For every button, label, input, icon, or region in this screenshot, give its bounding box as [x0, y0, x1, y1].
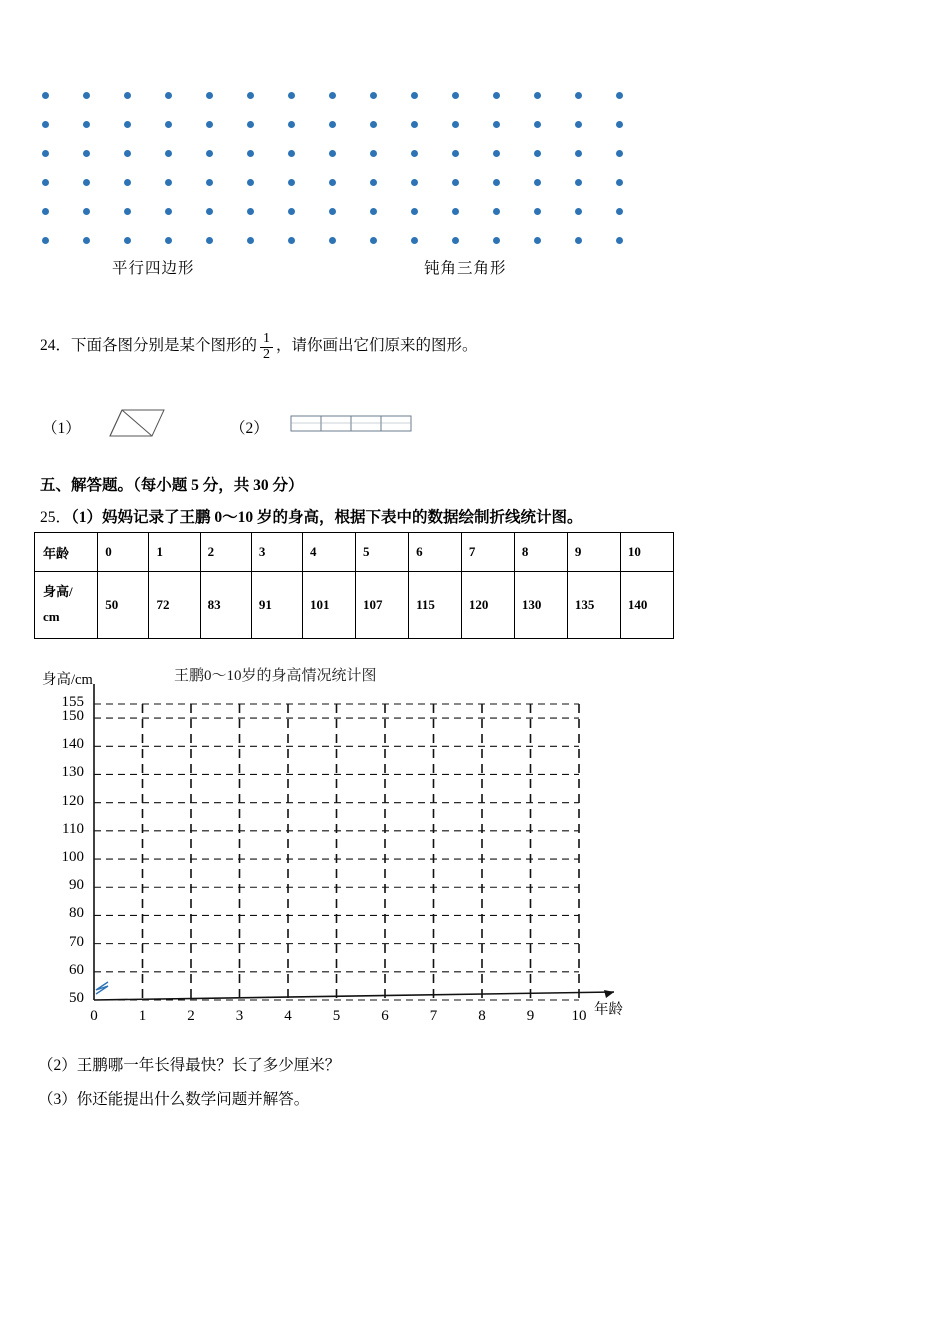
- label-parallelogram: 平行四边形: [112, 260, 195, 277]
- table-header-height: 身高/ cm: [35, 572, 98, 639]
- chart-y-tick-label: 110: [62, 820, 84, 837]
- grid-dot: [493, 237, 500, 244]
- chart-x-tick-label: 0: [90, 1008, 98, 1024]
- grid-dot: [247, 121, 254, 128]
- table-cell-height: 107: [356, 572, 409, 639]
- fraction-denominator: 2: [260, 347, 273, 363]
- table-header-age: 年龄: [35, 533, 98, 572]
- grid-dot: [247, 179, 254, 186]
- parallelogram-figure: [108, 406, 170, 442]
- grid-dot: [247, 208, 254, 215]
- fraction-one-half: [260, 332, 273, 362]
- grid-dot: [165, 208, 172, 215]
- question-25-part-2: （2）王鹏哪一年长得最快？长了多少厘米？: [38, 1057, 341, 1074]
- grid-dot: [370, 208, 377, 215]
- table-cell-age: 10: [620, 533, 673, 572]
- table-cell-age: 1: [149, 533, 200, 572]
- grid-dot: [329, 92, 336, 99]
- chart-x-tick-label: 4: [284, 1008, 292, 1024]
- grid-dot: [165, 179, 172, 186]
- grid-dot: [124, 237, 131, 244]
- chart-y-tick-label: 70: [69, 933, 84, 950]
- grid-dot: [165, 237, 172, 244]
- height-data-table: [34, 532, 674, 639]
- grid-dot: [534, 208, 541, 215]
- chart-y-tick-label: 150: [61, 708, 84, 725]
- question-25-number: 25．: [40, 509, 72, 526]
- table-cell-age: 3: [251, 533, 302, 572]
- chart-x-tick-label: 2: [187, 1008, 195, 1024]
- chart-x-tick-label: 1: [138, 1008, 147, 1024]
- label-obtuse-triangle: 钝角三角形: [424, 260, 507, 277]
- item-label-1: （1）: [42, 420, 81, 437]
- grid-dot: [124, 150, 131, 157]
- table-cell-age: 0: [98, 533, 149, 572]
- grid-dot: [329, 179, 336, 186]
- table-cell-age: 2: [200, 533, 251, 572]
- table-cell-height: 140: [620, 572, 673, 639]
- grid-dot: [42, 92, 49, 99]
- fraction-numerator: 1: [263, 331, 271, 346]
- chart-x-tick-label: 9: [526, 1008, 535, 1024]
- question-24-items: [42, 404, 682, 454]
- chart-y-tick-label: 80: [69, 905, 84, 922]
- grid-dot: [42, 150, 49, 157]
- table-cell-height: 72: [149, 572, 200, 639]
- grid-dot: [124, 179, 131, 186]
- table-cell-height: 101: [303, 572, 356, 639]
- chart-x-tick-label: 6: [381, 1008, 389, 1024]
- chart-title: 王鹏0～10岁的身高情况统计图: [174, 668, 377, 684]
- grid-dot: [616, 208, 623, 215]
- grid-dot: [165, 92, 172, 99]
- grid-dot: [493, 179, 500, 186]
- grid-dot: [575, 179, 582, 186]
- grid-dot: [575, 150, 582, 157]
- grid-dot: [452, 150, 459, 157]
- grid-dot: [616, 179, 623, 186]
- chart-y-tick-label: 90: [69, 877, 84, 894]
- grid-dot: [452, 237, 459, 244]
- grid-dot: [83, 237, 90, 244]
- grid-dot: [288, 150, 295, 157]
- grid-dot: [452, 208, 459, 215]
- table-cell-height: 91: [251, 572, 302, 639]
- grid-dot: [247, 237, 254, 244]
- section-five-heading: 五、解答题。（每小题 5 分，共 30 分）: [40, 477, 304, 494]
- grid-dot: [206, 179, 213, 186]
- grid-dot: [493, 121, 500, 128]
- grid-dot: [83, 208, 90, 215]
- grid-dot: [370, 237, 377, 244]
- grid-dot: [411, 237, 418, 244]
- grid-dot: [534, 92, 541, 99]
- grid-dot: [165, 121, 172, 128]
- grid-dot: [288, 92, 295, 99]
- grid-dot: [575, 121, 582, 128]
- chart-y-tick-label: 140: [61, 736, 84, 753]
- chart-y-axis-label: 身高/cm: [42, 672, 93, 688]
- table-cell-height: 83: [200, 572, 251, 639]
- grid-dot: [206, 92, 213, 99]
- grid-dot: [288, 121, 295, 128]
- chart-y-tick-label: 50: [69, 990, 84, 1006]
- grid-dot: [83, 150, 90, 157]
- grid-dot: [411, 208, 418, 215]
- table-row: [35, 572, 674, 639]
- chart-y-tick-label: 60: [69, 961, 84, 978]
- grid-dot: [42, 208, 49, 215]
- grid-dot: [452, 92, 459, 99]
- chart-x-tick-label: 3: [235, 1008, 244, 1024]
- grid-dot: [534, 121, 541, 128]
- grid-dot: [370, 179, 377, 186]
- table-cell-age: 8: [514, 533, 567, 572]
- question-25-stem: [40, 505, 583, 527]
- table-cell-age: 6: [409, 533, 462, 572]
- chart-x-tick-label: 5: [332, 1008, 341, 1024]
- question-24: [40, 332, 740, 362]
- grid-dot: [288, 208, 295, 215]
- table-cell-height: 135: [567, 572, 620, 639]
- grid-dot: [42, 121, 49, 128]
- grid-dot: [247, 150, 254, 157]
- grid-dot: [411, 121, 418, 128]
- question-24-text-after: ，请你画出它们原来的图形。: [276, 337, 478, 354]
- grid-dot: [83, 179, 90, 186]
- grid-dot: [534, 237, 541, 244]
- grid-dot: [83, 92, 90, 99]
- question-25-part-3: （3）你还能提出什么数学问题并解答。: [38, 1091, 310, 1108]
- grid-dot: [534, 179, 541, 186]
- grid-dot: [616, 121, 623, 128]
- chart-x-axis-label: 年龄: [594, 1002, 623, 1018]
- grid-dot: [370, 92, 377, 99]
- table-row: [35, 533, 674, 572]
- chart-x-tick-label: 7: [429, 1008, 438, 1024]
- grid-dot: [370, 150, 377, 157]
- grid-dot: [575, 237, 582, 244]
- table-cell-age: 7: [461, 533, 514, 572]
- grid-dot: [42, 237, 49, 244]
- table-cell-age: 9: [567, 533, 620, 572]
- grid-dot: [493, 150, 500, 157]
- grid-dot: [206, 208, 213, 215]
- grid-dot: [124, 92, 131, 99]
- grid-dot: [247, 92, 254, 99]
- item-label-2: （2）: [230, 420, 269, 437]
- grid-dot: [616, 150, 623, 157]
- grid-dot: [575, 208, 582, 215]
- line-chart-grid: [34, 660, 694, 1060]
- chart-x-tick-label: 10: [571, 1008, 587, 1024]
- grid-dot: [329, 150, 336, 157]
- grid-dot: [83, 121, 90, 128]
- grid-dot: [575, 92, 582, 99]
- chart-y-tick-label: 130: [61, 764, 84, 781]
- grid-dot: [206, 150, 213, 157]
- grid-dot: [534, 150, 541, 157]
- question-24-text-before: 下面各图分别是某个图形的: [71, 337, 258, 354]
- rectangle-strip-figure: [290, 412, 416, 438]
- table-cell-height: 50: [98, 572, 149, 639]
- table-cell-age: 4: [303, 533, 356, 572]
- grid-dot: [288, 179, 295, 186]
- grid-dot: [288, 237, 295, 244]
- table-cell-height: 130: [514, 572, 567, 639]
- grid-dot: [616, 92, 623, 99]
- grid-dot: [370, 121, 377, 128]
- question-24-number: 24．: [40, 337, 72, 354]
- table-cell-height: 120: [461, 572, 514, 639]
- chart-x-tick-label: 8: [478, 1008, 486, 1024]
- grid-dot: [411, 150, 418, 157]
- grid-dot: [411, 179, 418, 186]
- grid-dot: [452, 121, 459, 128]
- grid-dot: [206, 237, 213, 244]
- chart-y-tick-label: 155: [61, 694, 84, 710]
- chart-y-tick-label: 120: [61, 792, 84, 809]
- grid-dot: [329, 237, 336, 244]
- grid-dot: [124, 208, 131, 215]
- chart-y-tick-label: 100: [61, 849, 84, 866]
- grid-dot: [124, 121, 131, 128]
- grid-dot: [329, 208, 336, 215]
- grid-dot: [616, 237, 623, 244]
- grid-dot: [206, 121, 213, 128]
- dot-grid: [42, 92, 622, 244]
- question-25-text: （1）妈妈记录了王鹏 0～10 岁的身高，根据下表中的数据绘制折线统计图。: [71, 509, 583, 526]
- grid-dot: [493, 92, 500, 99]
- grid-dot: [493, 208, 500, 215]
- table-cell-age: 5: [356, 533, 409, 572]
- grid-dot: [452, 179, 459, 186]
- grid-dot: [329, 121, 336, 128]
- grid-dot: [165, 150, 172, 157]
- table-cell-height: 115: [409, 572, 462, 639]
- grid-dot: [411, 92, 418, 99]
- grid-dot: [42, 179, 49, 186]
